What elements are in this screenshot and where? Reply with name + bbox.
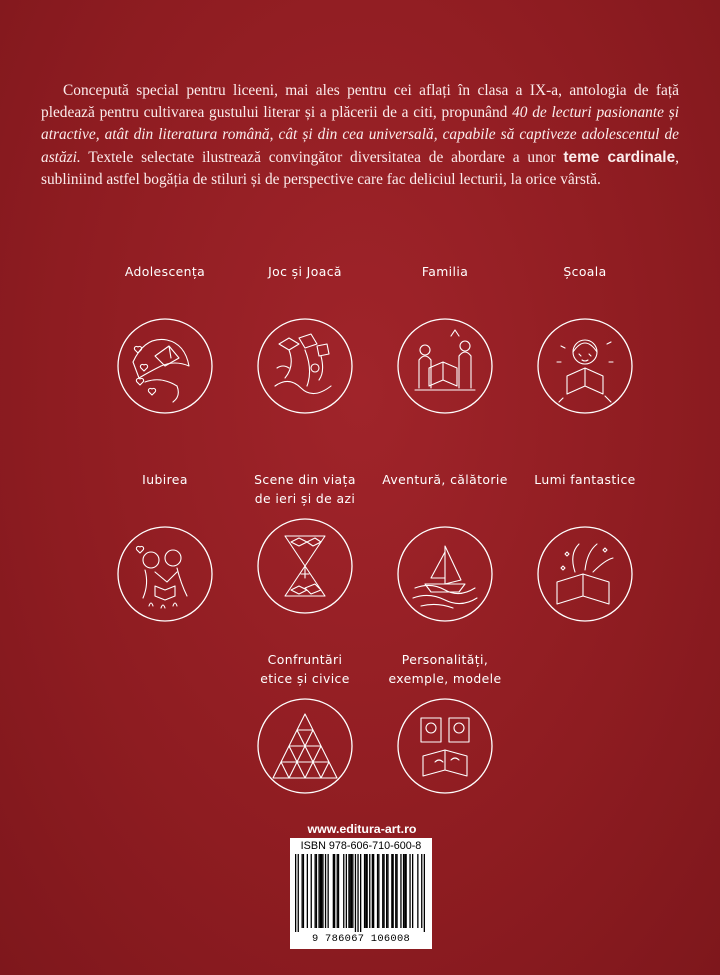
theme-title-line: Școala bbox=[563, 264, 607, 279]
theme-title-line: Adolescența bbox=[124, 264, 206, 279]
theme-item bbox=[230, 650, 380, 796]
intro-bold: teme cardinale bbox=[563, 148, 676, 166]
intro-paragraph bbox=[41, 80, 679, 191]
theme-title-line: Familia bbox=[421, 264, 469, 279]
intro-text-1: Concepută special pentru liceeni, mai ales pentru cei aflați în clasa a IX-a, antologia de față pledează pentru cultivarea gustului literar și a plăcerii de a citi, propunând bbox=[41, 82, 679, 122]
theme-item bbox=[90, 262, 240, 416]
theme-item bbox=[90, 470, 240, 624]
theme-item bbox=[230, 470, 380, 616]
theme-title bbox=[90, 262, 240, 308]
theme-item bbox=[370, 470, 520, 624]
theme-title bbox=[370, 262, 520, 308]
theme-item bbox=[230, 262, 380, 416]
theme-title bbox=[230, 650, 380, 696]
barcode-digits: 9 786067 106008 bbox=[311, 933, 411, 945]
family-reading-icon bbox=[395, 316, 495, 416]
theme-item bbox=[370, 262, 520, 416]
theme-title bbox=[510, 262, 660, 308]
theme-title-line: Joc și Joacă bbox=[268, 264, 342, 279]
sailing-ship-icon bbox=[395, 524, 495, 624]
theme-title bbox=[230, 470, 380, 516]
theme-title-line: Iubirea bbox=[142, 472, 188, 487]
publisher-website: www.editura-art.ro bbox=[307, 822, 417, 836]
theme-title bbox=[230, 262, 380, 308]
barcode-box bbox=[290, 838, 432, 949]
theme-title bbox=[370, 650, 520, 696]
theme-title-line: Lumi fantastice bbox=[534, 472, 636, 487]
theme-title-line: Personalități, bbox=[401, 652, 489, 667]
theme-title bbox=[90, 470, 240, 516]
hourglass-books-icon bbox=[255, 516, 355, 616]
girl-reading-hearts-icon bbox=[115, 316, 215, 416]
theme-title bbox=[510, 470, 660, 516]
theme-title-line: Confruntări bbox=[267, 652, 343, 667]
intro-italic: 40 de lecturi pasionante și atractive, atât din literatura română, cât și din cea universală, capabile să captiveze adolescentul de astăzi. bbox=[41, 104, 679, 166]
theme-title-line: Scene din viața bbox=[254, 472, 356, 487]
theme-item bbox=[370, 650, 520, 796]
intro-text-2: Textele selectate ilustrează convingător diversitatea de abordare a unor bbox=[80, 148, 564, 166]
couple-with-flowers-icon bbox=[115, 524, 215, 624]
magic-book-icon bbox=[535, 524, 635, 624]
portrait-frames-icon bbox=[395, 696, 495, 796]
flying-books-icon bbox=[255, 316, 355, 416]
theme-title-line: etice și civice bbox=[260, 671, 350, 686]
student-with-book-icon bbox=[535, 316, 635, 416]
isbn-label: ISBN 978-606-710-600-8 bbox=[300, 840, 422, 852]
intro-text-3: , subliniind astfel bogăția de stiluri și de perspective care fac deliciul lecturii, la orice vârstă. bbox=[41, 148, 679, 188]
barcode-icon bbox=[295, 854, 427, 932]
theme-title-line: de ieri și de azi bbox=[254, 491, 356, 506]
theme-title-line: exemple, modele bbox=[388, 671, 502, 686]
theme-item bbox=[510, 470, 660, 624]
theme-item bbox=[510, 262, 660, 416]
theme-title-line: Aventură, călătorie bbox=[382, 472, 508, 487]
card-pyramid-icon bbox=[255, 696, 355, 796]
theme-title bbox=[370, 470, 520, 516]
